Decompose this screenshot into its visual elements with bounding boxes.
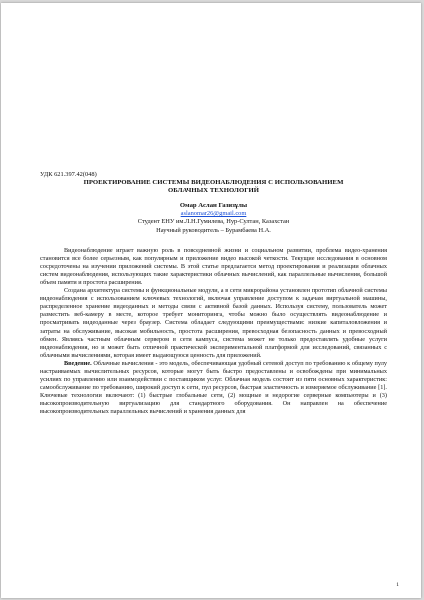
author-email-link[interactable]: aslanomar26@gmail.com bbox=[180, 210, 247, 218]
udk-code: УДК 621.397.42(048) bbox=[40, 171, 97, 178]
abstract-paragraph-1: Видеонаблюдение играет важную роль в повседневной жизни и социальном развитии, проблема видео-хранения становится все более серьезным, как популярным и приложение видео высокой четкости. Текущие исследования в основном сосредоточены на изучении приложений системы. В этой статье предлагается метод проектирования и реализации облачных систем видеонаблюдения, использующих такие характеристики облачных вычислений, как параллельные вычисления, большой объем памяти и простота расширения. bbox=[40, 247, 387, 287]
document-page bbox=[1, 3, 421, 598]
author-affiliation: Студент ЕНУ им.Л.Н.Гумилева, Нур-Султан, Казахстан bbox=[137, 218, 290, 226]
introduction-heading: Введение. bbox=[64, 359, 92, 367]
page-number: 1 bbox=[396, 582, 399, 588]
abstract-paragraph-2: Создана архитектура системы и функциональные модули, а в сети микрорайона установлен прототип облачной системы видеонаблюдения с использованием ключевых технологий, включая управление доступом к задачам виртуальной машины, распределенное хранение видеоданных и методы связи с активной базой данных. Используя систему, пользователь может разместить веб-камеру в месте, которое требует мониторинга, чтобы можно было осуществлять видеонаблюдение и просматривать видеоданные через браузер. Система обладает следующими преимуществами: низкие капиталовложения и затраты на обслуживание, высокая мобильность, простота расширения, превосходная безопасность данных и превосходный обмен. Являясь частным облачным сервером в сети кампуса, система может не только предоставлять удобные услуги видеонаблюдения, но и может быть отличной практической экспериментальной платформой для исследований, связанных с облачными вычислениями, которая имеет выдающуюся ценность для приложений. bbox=[40, 287, 387, 359]
introduction-text: Облачные вычисления - это модель, обеспечивающая удобный сетевой доступ по требованию к общему пулу настраиваемых вычислительных ресурсов, которые могут быть быстро предоставлены и освобождены при минимальных усилиях по управлению или взаимодействии с поставщиком услуг. Облачная модель состоит из пяти основных характеристик: самообслуживание по требованию, широкий доступ к сети, пул ресурсов, быстрая эластичность и измеряемое обслуживание [1]. Ключевые технологии включают: (1) быстрые глобальные сети, (2) мощные и недорогие серверные компьютеры и (3) высокопроизводительную виртуализацию для стандартного оборудования. Он направлен на обеспечение высокопроизводительных параллельных вычислений и хранения данных для bbox=[40, 359, 387, 415]
scientific-advisor: Научный руководитель – Бурамбаева Н.А. bbox=[156, 226, 271, 234]
article-title-line-1: ПРОЕКТИРОВАНИЕ СИСТЕМЫ ВИДЕОНАБЛЮДЕНИЯ С ИСПОЛЬЗОВАНИЕМ bbox=[83, 179, 344, 186]
author-name: Омар Аслан Газизұлы bbox=[179, 201, 248, 209]
introduction-paragraph bbox=[40, 360, 387, 416]
document-body bbox=[40, 171, 387, 416]
article-title-line-2: ОБЛАЧНЫХ ТЕХНОЛОГИЙ bbox=[167, 187, 260, 195]
